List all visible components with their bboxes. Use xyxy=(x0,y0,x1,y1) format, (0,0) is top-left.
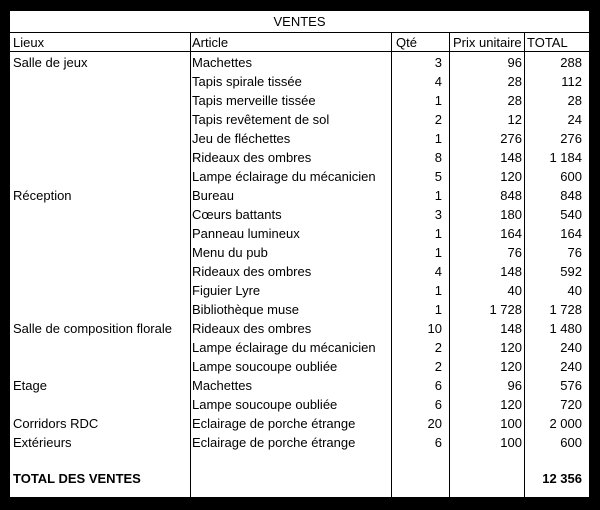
cell-prix: 164 xyxy=(500,226,522,241)
cell-total: 600 xyxy=(560,169,582,184)
table-title: VENTES xyxy=(10,11,589,33)
table-row xyxy=(10,376,589,395)
header-article: Article xyxy=(192,35,229,50)
cell-prix: 120 xyxy=(500,359,522,374)
cell-lieu xyxy=(13,224,191,243)
cell-lieu: Corridors RDC xyxy=(13,416,99,431)
cell-lieu xyxy=(13,110,191,129)
cell-lieu: Extérieurs xyxy=(13,435,72,450)
cell-lieu xyxy=(13,300,191,319)
cell-prix: 148 xyxy=(500,321,522,336)
cell-lieu xyxy=(13,338,191,357)
cell-qte: 1 xyxy=(434,302,442,317)
cell-article: Bibliothèque muse xyxy=(192,302,299,317)
cell-prix: 100 xyxy=(500,416,522,431)
cell-article: Tapis spirale tissée xyxy=(192,74,302,89)
cell-qte: 1 xyxy=(434,245,442,260)
cell-article: Lampe soucoupe oubliée xyxy=(192,359,338,374)
cell-qte: 1 xyxy=(434,226,442,241)
cell-lieu: Etage xyxy=(13,378,47,393)
cell-prix: 1 728 xyxy=(489,302,522,317)
cell-qte: 4 xyxy=(434,74,442,89)
cell-article: Panneau lumineux xyxy=(192,226,300,241)
cell-article: Rideaux des ombres xyxy=(192,264,312,279)
cell-total: 276 xyxy=(560,131,582,146)
cell-prix: 148 xyxy=(500,264,522,279)
cell-prix: 100 xyxy=(500,435,522,450)
cell-qte: 2 xyxy=(434,359,442,374)
cell-qte: 2 xyxy=(434,340,442,355)
cell-article: Tapis revêtement de sol xyxy=(192,112,330,127)
cell-qte: 6 xyxy=(434,378,442,393)
cell-prix: 180 xyxy=(500,207,522,222)
cell-total: 720 xyxy=(560,397,582,412)
table-row xyxy=(10,281,589,300)
cell-total: 76 xyxy=(567,245,582,260)
table-row xyxy=(10,186,589,205)
cell-prix: 96 xyxy=(507,378,522,393)
cell-article: Machettes xyxy=(192,378,252,393)
cell-article: Jeu de fléchettes xyxy=(192,131,291,146)
table-row xyxy=(10,53,589,72)
table-row xyxy=(10,414,589,433)
cell-qte: 5 xyxy=(434,169,442,184)
cell-lieu xyxy=(13,243,191,262)
cell-lieu: Salle de composition florale xyxy=(13,321,172,336)
grand-total-row xyxy=(10,469,589,488)
cell-qte: 1 xyxy=(434,283,442,298)
header-qte: Qté xyxy=(396,35,417,50)
table-row xyxy=(10,224,589,243)
table-row xyxy=(10,338,589,357)
cell-lieu: Réception xyxy=(13,188,72,203)
cell-lieu xyxy=(13,281,191,300)
cell-article: Figuier Lyre xyxy=(192,283,261,298)
cell-qte: 1 xyxy=(434,93,442,108)
cell-lieu xyxy=(13,167,191,186)
cell-qte: 2 xyxy=(434,112,442,127)
cell-total: 848 xyxy=(560,188,582,203)
cell-prix: 120 xyxy=(500,169,522,184)
cell-total: 1 480 xyxy=(549,321,582,336)
cell-lieu: Salle de jeux xyxy=(13,55,88,70)
cell-lieu xyxy=(13,129,191,148)
cell-total: 240 xyxy=(560,359,582,374)
cell-lieu xyxy=(13,148,191,167)
table-row xyxy=(10,262,589,281)
cell-prix: 848 xyxy=(500,188,522,203)
cell-total: 576 xyxy=(560,378,582,393)
cell-article: Lampe soucoupe oubliée xyxy=(192,397,338,412)
table-row xyxy=(10,243,589,262)
table-row xyxy=(10,167,589,186)
cell-qte: 3 xyxy=(434,55,442,70)
header-total: TOTAL xyxy=(527,35,568,50)
cell-article: Lampe éclairage du mécanicien xyxy=(192,340,376,355)
cell-prix: 28 xyxy=(507,93,522,108)
cell-total: 240 xyxy=(560,340,582,355)
cell-total: 1 184 xyxy=(549,150,582,165)
sales-table xyxy=(10,11,589,497)
cell-article: Lampe éclairage du mécanicien xyxy=(192,169,376,184)
cell-total: 600 xyxy=(560,435,582,450)
header-prix: Prix unitaire xyxy=(453,35,522,50)
table-row xyxy=(10,148,589,167)
table-row xyxy=(10,395,589,414)
cell-article: Eclairage de porche étrange xyxy=(192,416,356,431)
header-lieux: Lieux xyxy=(13,35,45,50)
cell-qte: 20 xyxy=(427,416,442,431)
cell-lieu xyxy=(13,72,191,91)
table-row xyxy=(10,110,589,129)
cell-article: Tapis merveille tissée xyxy=(192,93,316,108)
cell-qte: 8 xyxy=(434,150,442,165)
cell-total: 112 xyxy=(561,74,582,89)
cell-prix: 96 xyxy=(507,55,522,70)
cell-total: 592 xyxy=(560,264,582,279)
table-row xyxy=(10,91,589,110)
cell-lieu xyxy=(13,357,191,376)
cell-prix: 28 xyxy=(507,74,522,89)
table-row xyxy=(10,319,589,338)
cell-article: Rideaux des ombres xyxy=(192,321,312,336)
cell-prix: 12 xyxy=(507,112,522,127)
table-row xyxy=(10,300,589,319)
cell-qte: 4 xyxy=(434,264,442,279)
table-row xyxy=(10,129,589,148)
cell-prix: 120 xyxy=(500,397,522,412)
cell-prix: 276 xyxy=(500,131,522,146)
cell-qte: 6 xyxy=(434,397,442,412)
table-row xyxy=(10,72,589,91)
cell-article: Cœurs battants xyxy=(192,207,282,222)
cell-total: 288 xyxy=(560,55,582,70)
header-row xyxy=(10,33,589,52)
cell-prix: 120 xyxy=(500,340,522,355)
cell-article: Bureau xyxy=(192,188,234,203)
grand-total-value: 12 356 xyxy=(542,471,582,486)
cell-qte: 1 xyxy=(434,188,442,203)
table-row xyxy=(10,433,589,452)
cell-qte: 6 xyxy=(434,435,442,450)
table-row xyxy=(10,357,589,376)
cell-total: 540 xyxy=(560,207,582,222)
cell-total: 40 xyxy=(567,283,582,298)
cell-prix: 148 xyxy=(500,150,522,165)
cell-lieu xyxy=(13,395,191,414)
cell-lieu xyxy=(13,262,191,281)
cell-prix: 40 xyxy=(507,283,522,298)
cell-qte: 3 xyxy=(434,207,442,222)
cell-total: 1 728 xyxy=(549,302,582,317)
grand-total-label: TOTAL DES VENTES xyxy=(13,471,141,486)
cell-lieu xyxy=(13,91,191,110)
cell-article: Machettes xyxy=(192,55,252,70)
table-row xyxy=(10,205,589,224)
cell-article: Eclairage de porche étrange xyxy=(192,435,356,450)
cell-lieu xyxy=(13,205,191,224)
cell-prix: 76 xyxy=(507,245,522,260)
cell-qte: 10 xyxy=(427,321,442,336)
cell-total: 2 000 xyxy=(549,416,582,431)
cell-total: 164 xyxy=(560,226,582,241)
cell-article: Rideaux des ombres xyxy=(192,150,312,165)
cell-total: 24 xyxy=(567,112,582,127)
cell-qte: 1 xyxy=(434,131,442,146)
cell-article: Menu du pub xyxy=(192,245,268,260)
cell-total: 28 xyxy=(567,93,582,108)
